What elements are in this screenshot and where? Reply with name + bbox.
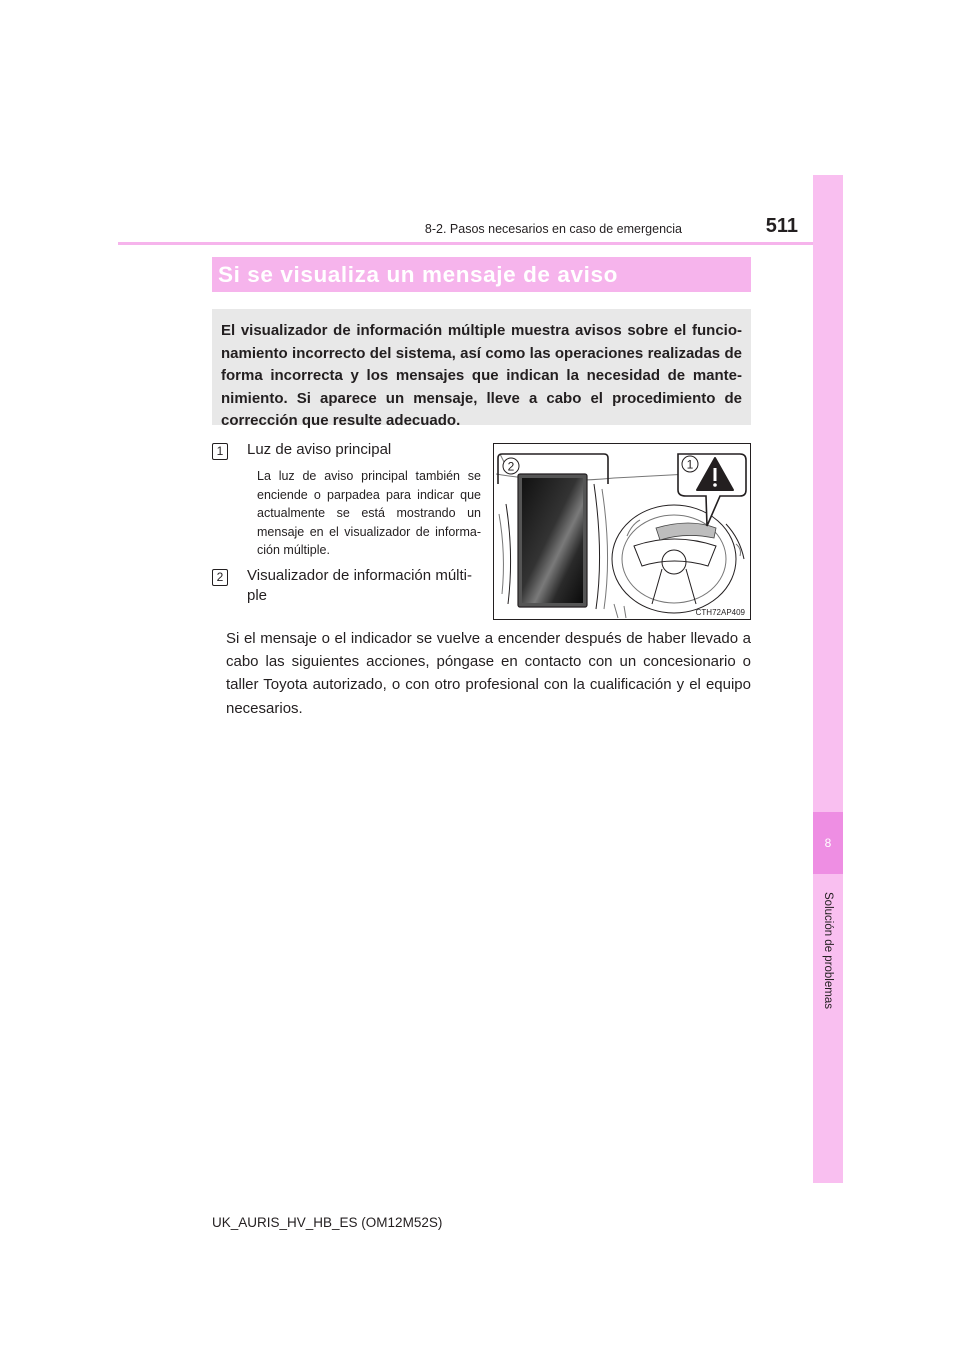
- callout-label: Visualizador de información múlti-ple: [247, 567, 472, 604]
- callout-description: La luz de aviso principal también se enciende o parpadea para indicar que actualmente se está mostrando un mensaje en el visualizador de informa-ción múltiple.: [257, 469, 481, 557]
- callout-1: [212, 440, 472, 460]
- document-footer: UK_AURIS_HV_HB_ES (OM12M52S): [212, 1215, 443, 1230]
- intro-text: El visualizador de información múltiple muestra avisos sobre el funcio-namiento incorrecto del sistema, así como las operaciones realizadas de forma incorrecta y los mensajes que indican la necesidad de mante-nimiento. Si aparece un mensaje, lleve a cabo el procedimiento de corrección que resulte adecuado.: [221, 322, 742, 430]
- side-tab: [813, 175, 843, 1183]
- section-title-bar: [212, 257, 751, 292]
- dashboard-drawing: [494, 444, 750, 619]
- chapter-title: Solución de problemas: [822, 891, 834, 1009]
- callout-2: [212, 566, 472, 606]
- figure-code: CTH72AP409: [695, 608, 745, 617]
- intro-box: [212, 309, 751, 430]
- figure-marker-1: 1: [686, 457, 694, 472]
- chapter-number: 8: [824, 836, 832, 850]
- page-title: Si se visualiza un mensaje de aviso: [218, 261, 618, 287]
- page-number: 511: [765, 215, 798, 237]
- section-header: 8-2. Pasos necesarios en caso de emergencia: [424, 222, 682, 236]
- figure-marker-2: 2: [507, 459, 515, 474]
- callout-number-badge: 2: [212, 569, 228, 586]
- chapter-title-tab: [813, 880, 843, 1020]
- callout-number-badge: 1: [212, 443, 228, 460]
- header-divider: [118, 242, 813, 245]
- chapter-number-tab: [813, 812, 843, 874]
- body-paragraph: Si el mensaje o el indicador se vuelve a encender después de haber llevado a cabo las siguientes acciones, póngase en contacto con un concesionario o taller Toyota autorizado, o con otro profesional con la cualificación y el equipo necesarios.: [226, 630, 751, 717]
- callout-label: Luz de aviso principal: [247, 441, 392, 458]
- dashboard-illustration: [493, 443, 751, 620]
